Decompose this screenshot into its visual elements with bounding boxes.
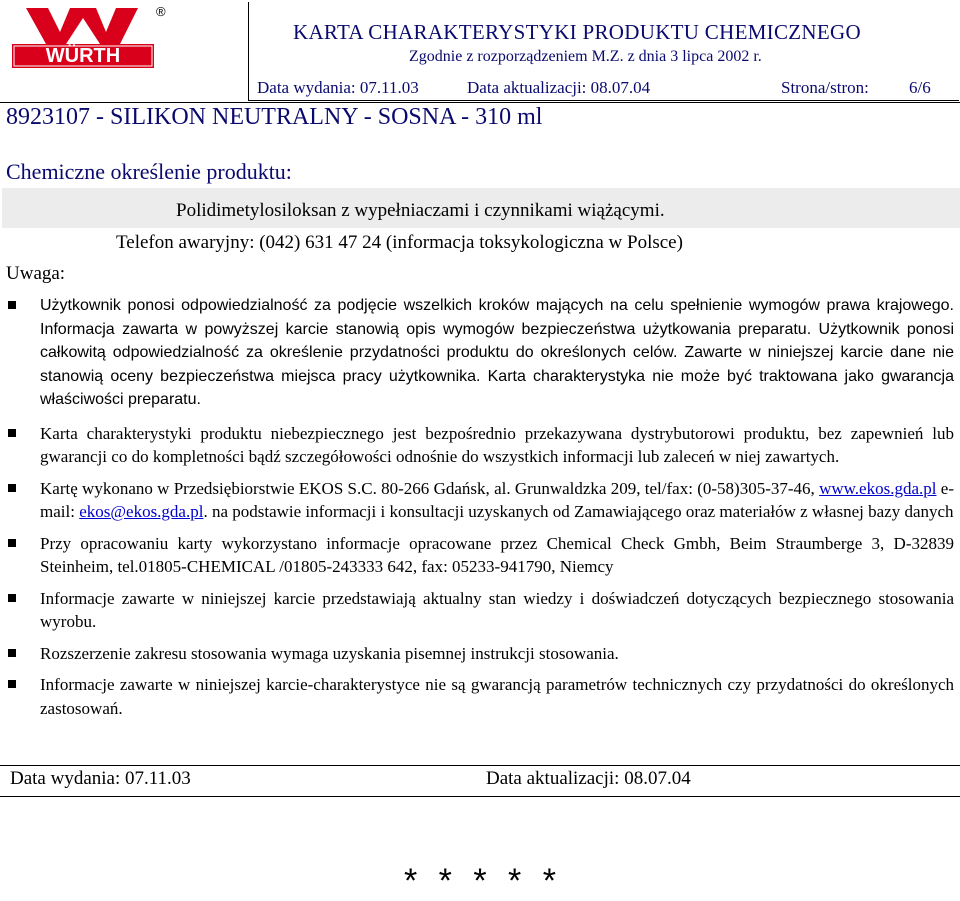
product-title: 8923107 - SILIKON NEUTRALNY - SOSNA - 310 ml	[6, 104, 543, 130]
header-page-label: Strona/stron:	[781, 78, 869, 97]
document-title: KARTA CHARAKTERYSTYKI PRODUKTU CHEMICZNEGO	[293, 20, 861, 44]
note-item	[8, 642, 954, 666]
end-mark: * * * * *	[404, 862, 562, 900]
ekos-text-post: . na podstawie informacji i konsultacji uzyskanych od Zamawiającego oraz materiałów z własnej bazy danych	[203, 502, 954, 521]
header-update-date: Data aktualizacji: 08.07.04	[467, 78, 651, 97]
logo-text: WÜRTH	[45, 45, 121, 67]
notes-label: Uwaga:	[6, 263, 66, 284]
chemical-description: Polidimetylosiloksan z wypełniaczami i czynnikami wiążącymi.	[176, 200, 665, 221]
note-item	[8, 587, 954, 634]
bullet-icon	[8, 594, 16, 602]
note-item	[8, 532, 954, 579]
note-text: Użytkownik ponosi odpowiedzialność za podjęcie wszelkich kroków mających na celu spełnienie wymogów prawa krajowego. Informacja zawarta w powyższej karcie stanowią opis wymogów bezpieczeństwa użytkowania preparatu. Użytkownik ponosi całkowitą odpowiedzialność za określenie przydatności produktu do określonych celów. Zawarte w niniejszej karcie dane nie stanowią oceny bezpieczeństwa miejsca pracy użytkownika. Karta charakterystyka nie może być traktowana jako gwarancja właściwości preparatu.	[40, 297, 954, 408]
header-page-value: 6/6	[909, 78, 931, 97]
bullet-icon	[8, 680, 16, 688]
ekos-website-link[interactable]: www.ekos.gda.pl	[819, 478, 937, 498]
note-text: Informacje zawarte w niniejszej karcie przedstawiają aktualny stan wiedzy i doświadczeń dotyczących bezpiecznego stosowania wyrobu.	[40, 588, 954, 631]
registered-mark: ®	[156, 4, 166, 19]
note-item	[8, 422, 954, 469]
wurth-logo	[8, 4, 168, 70]
note-text: Informacje zawarte w niniejszej karcie-charakterystyce nie są gwarancją parametrów technicznych czy przydatności do określonych zastosowań.	[40, 675, 954, 718]
notes-list	[8, 294, 954, 728]
document-header	[248, 2, 959, 101]
note-text: Karta charakterystyki produktu niebezpiecznego jest bezpośrednio przekazywana dystrybutorowi produktu, bez zapewnień lub gwarancji co do kompletności bądź szczegółowości odnośnie do wszystkich informacji lub zaleceń w niej zawartych.	[40, 423, 954, 466]
ekos-text-mid: e-mail:	[40, 478, 954, 521]
note-text: Przy opracowaniu karty wykorzystano informacje opracowane przez Chemical Check Gmbh, Beim Straumberge 3, D-32839 Steinheim, tel.01805-CHEMICAL /01805-243333 642, fax: 05233-941790, Niemcy	[40, 533, 954, 576]
note-item-ekos	[8, 477, 954, 524]
wurth-logo-graphic	[8, 4, 158, 70]
note-item	[8, 294, 954, 412]
bullet-icon	[8, 649, 16, 657]
document-subtitle: Zgodnie z rozporządzeniem M.Z. z dnia 3 lipca 2002 r.	[409, 48, 762, 65]
bullet-icon	[8, 429, 16, 437]
header-issue-date: Data wydania: 07.11.03	[257, 78, 419, 97]
emergency-phone: Telefon awaryjny: (042) 631 47 24 (informacja toksykologiczna w Polsce)	[116, 232, 683, 253]
footer-update-date: Data aktualizacji: 08.07.04	[486, 768, 691, 789]
bullet-icon	[8, 301, 16, 309]
section-heading: Chemiczne określenie produktu:	[6, 159, 292, 184]
ekos-email-link[interactable]: ekos@ekos.gda.pl	[79, 502, 204, 521]
bullet-icon	[8, 539, 16, 547]
note-item	[8, 673, 954, 720]
footer-divider-top	[0, 765, 960, 766]
note-text: Rozszerzenie zakresu stosowania wymaga uzyskania pisemnej instrukcji stosowania.	[40, 643, 619, 663]
footer-issue-date: Data wydania: 07.11.03	[10, 768, 191, 789]
header-divider	[0, 102, 960, 103]
ekos-text-pre: Kartę wykonano w Przedsiębiorstwie EKOS S.C. 80-266 Gdańsk, al. Grunwaldzka 209, tel/fax: (0-58)305-37-46,	[40, 478, 820, 498]
bullet-icon	[8, 484, 16, 492]
footer-divider-bottom	[0, 796, 960, 797]
